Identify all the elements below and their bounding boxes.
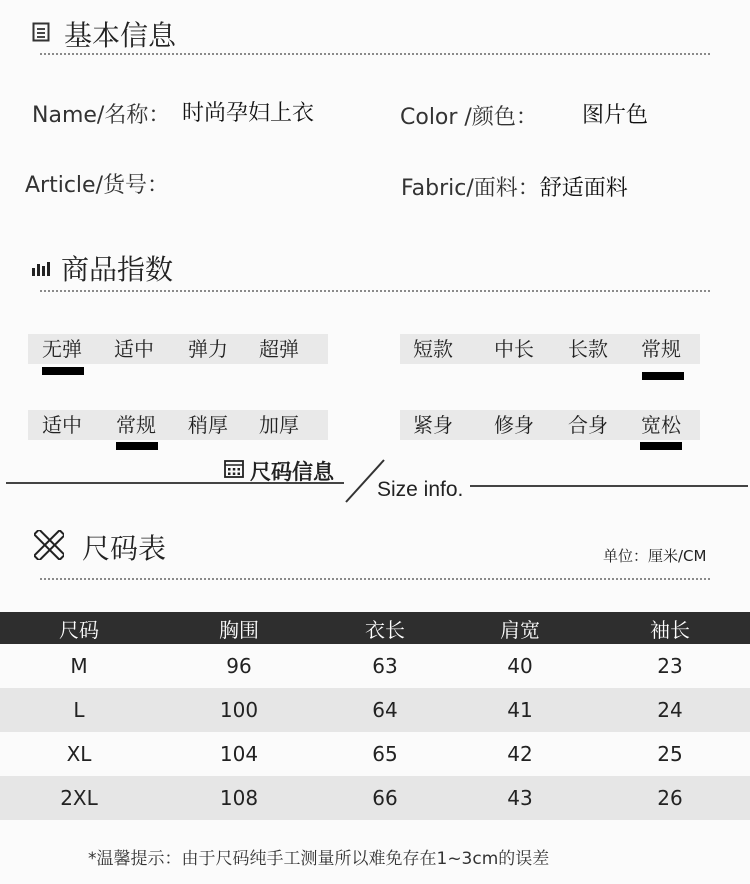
table-cell: 66 — [320, 776, 450, 820]
index-option: 弹力 — [188, 337, 228, 361]
index-row-fit — [400, 410, 700, 440]
index-row-thickness — [28, 410, 328, 440]
table-cell: 25 — [657, 742, 683, 766]
size-info-en-label: Size info. — [377, 478, 464, 501]
column-header: 袖长 — [590, 612, 750, 644]
index-option: 常规 — [116, 413, 156, 437]
size-table-divider — [40, 578, 710, 580]
name-value: 时尚孕妇上衣 — [182, 101, 315, 126]
table-cell: 96 — [226, 654, 252, 678]
index-option: 紧身 — [413, 413, 453, 437]
table-cell: 100 — [158, 688, 320, 732]
name-value-wrap — [182, 96, 314, 127]
selected-marker — [640, 442, 682, 450]
fabric-field — [401, 171, 628, 202]
index-option: 长款 — [568, 337, 608, 361]
fabric-value: 舒适面料 — [539, 176, 628, 201]
column-header: 尺码 — [0, 612, 158, 644]
basic-info-title: 基本信息 — [64, 19, 177, 52]
table-row — [0, 732, 750, 776]
unit-label: 单位：厘米/CM — [603, 547, 707, 565]
table-cell: L — [0, 688, 158, 732]
table-cell: XL — [66, 742, 92, 766]
article-field — [25, 168, 169, 199]
size-table-title: 尺码表 — [82, 532, 167, 565]
table-row — [0, 776, 750, 820]
table-cell: 42 — [507, 742, 533, 766]
index-row-length — [400, 334, 700, 364]
fabric-label: Fabric/面料： — [401, 176, 540, 201]
ruler-pencil-cross-icon — [34, 530, 64, 560]
table-cell: 43 — [450, 776, 590, 820]
table-cell: 41 — [450, 688, 590, 732]
document-icon — [32, 22, 50, 42]
index-option: 适中 — [114, 337, 154, 361]
table-cell: 2XL — [0, 776, 158, 820]
column-header: 肩宽 — [450, 612, 590, 644]
index-option: 稍厚 — [188, 413, 228, 437]
size-info-rule-right — [470, 485, 748, 487]
index-option: 常规 — [641, 337, 681, 361]
column-header: 胸围 — [158, 612, 320, 644]
table-cell: M — [70, 654, 88, 678]
index-row-elasticity — [28, 334, 328, 364]
article-label: Article/货号： — [25, 173, 169, 198]
table-cell: 26 — [590, 776, 750, 820]
bar-chart-icon — [32, 260, 50, 276]
name-label: Name/名称： — [32, 103, 171, 128]
color-value-wrap — [582, 98, 648, 129]
table-cell: 24 — [590, 688, 750, 732]
basic-info-divider — [40, 53, 710, 55]
calendar-grid-icon — [224, 460, 244, 478]
table-cell: 63 — [372, 654, 398, 678]
table-cell: 104 — [219, 742, 259, 766]
color-label: Color /颜色： — [400, 105, 538, 130]
selected-marker — [116, 442, 158, 450]
column-header: 衣长 — [320, 612, 450, 644]
selected-marker — [642, 372, 684, 380]
table-cell: 64 — [320, 688, 450, 732]
color-field — [400, 100, 538, 131]
size-info-cn-label: 尺码信息 — [250, 460, 334, 484]
table-row — [0, 688, 750, 732]
selected-marker — [42, 367, 84, 375]
index-option: 加厚 — [259, 413, 299, 437]
index-option: 适中 — [42, 413, 82, 437]
table-cell: 23 — [657, 654, 683, 678]
table-cell: 108 — [158, 776, 320, 820]
index-option: 宽松 — [641, 413, 681, 437]
index-option: 修身 — [494, 413, 534, 437]
table-cell: 65 — [372, 742, 398, 766]
measurement-note: *温馨提示：由于尺码纯手工测量所以难免存在1~3cm的误差 — [88, 849, 550, 869]
index-divider — [40, 290, 710, 292]
name-field — [32, 98, 170, 129]
table-row — [0, 644, 750, 688]
table-cell: 40 — [507, 654, 533, 678]
index-option: 中长 — [494, 337, 534, 361]
index-title: 商品指数 — [61, 253, 174, 286]
index-option: 超弹 — [259, 337, 299, 361]
size-table — [0, 612, 750, 820]
size-table-header-row — [0, 612, 750, 644]
index-option: 短款 — [413, 337, 453, 361]
index-option: 合身 — [568, 413, 608, 437]
index-option: 无弹 — [42, 337, 82, 361]
color-value: 图片色 — [582, 103, 649, 128]
